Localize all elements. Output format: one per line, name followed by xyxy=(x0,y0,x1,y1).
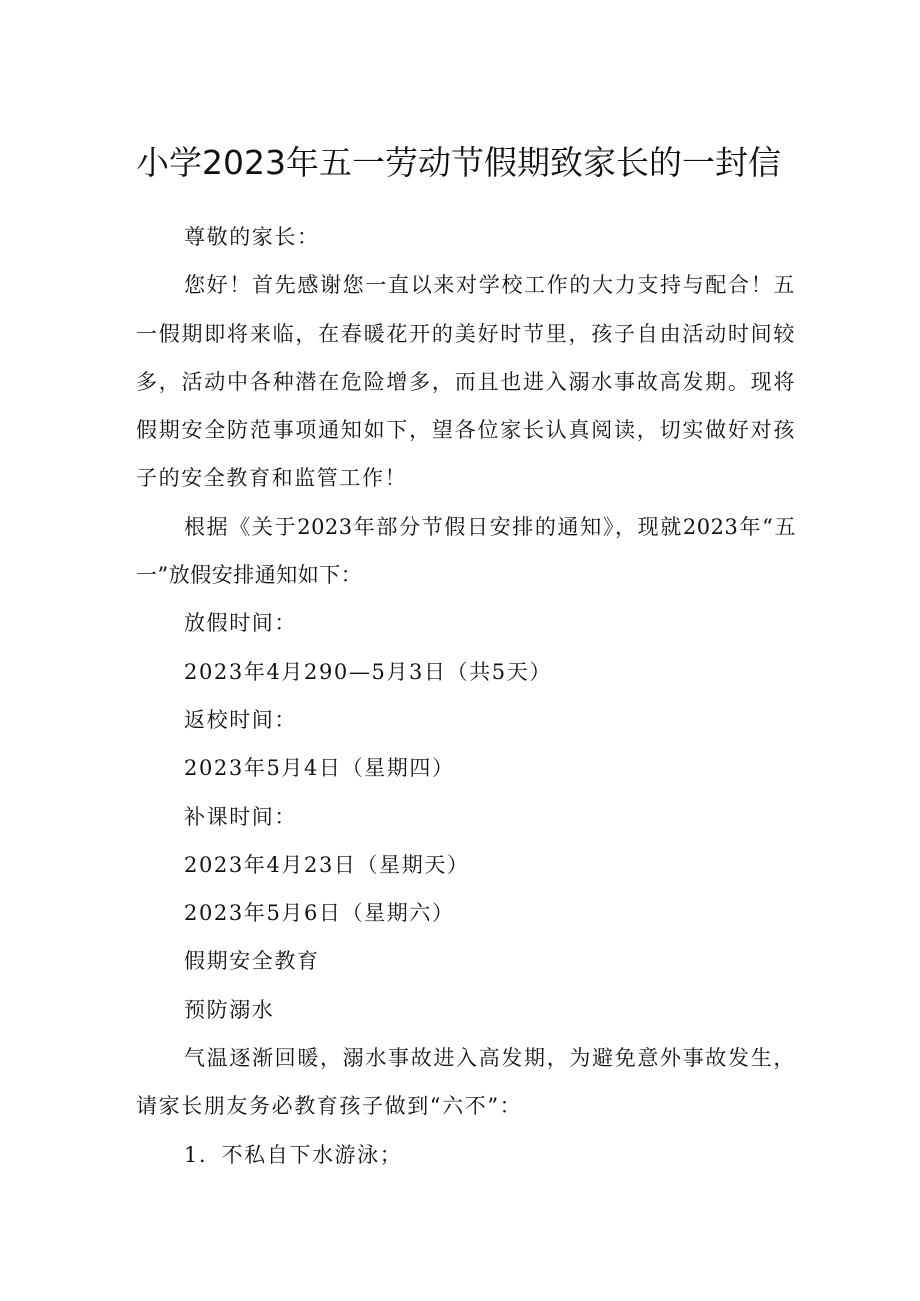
drowning-prevention-heading: 预防溺水 xyxy=(184,997,275,1022)
intro-paragraph: 您好！首先感谢您一直以来对学校工作的大力支持与配合！五一假期即将来临，在春暖花开的美好时节里，孩子自由活动时间较多，活动中各种潜在危险增多，而且也进入溺水事故高发期。现将假期安全防范事项通知如下，望各位家长认真阅读，切实做好对孩子的安全教育和监管工作！ xyxy=(136,273,796,491)
salutation: 尊敬的家长： xyxy=(184,225,320,249)
makeup-time-value-1: 2023年4月23日（星期天） xyxy=(184,852,470,877)
holiday-time-heading: 放假时间： xyxy=(184,611,297,636)
document-title: 小学2023年五一劳动节假期致家长的一封信 xyxy=(136,143,781,182)
safety-education-heading: 假期安全教育 xyxy=(184,949,320,974)
drowning-paragraph: 气温逐渐回暖，溺水事故进入高发期，为避免意外事故发生，请家长朋友务必教育孩子做到“六不”： xyxy=(136,1046,796,1119)
holiday-time-value: 2023年4月290—5月3日（共5天） xyxy=(184,659,552,684)
return-time-heading: 返校时间： xyxy=(184,707,297,732)
makeup-time-value-2: 2023年5月6日（星期六） xyxy=(184,901,455,926)
notice-paragraph: 根据《关于2023年部分节假日安排的通知》，现就2023年“五一”放假安排通知如下： xyxy=(136,514,796,588)
return-time-value: 2023年5月4日（星期四） xyxy=(184,756,455,781)
document-body xyxy=(136,213,796,1179)
makeup-time-heading: 补课时间： xyxy=(184,804,297,829)
rule-item-1: 1．不私自下水游泳； xyxy=(184,1142,403,1167)
